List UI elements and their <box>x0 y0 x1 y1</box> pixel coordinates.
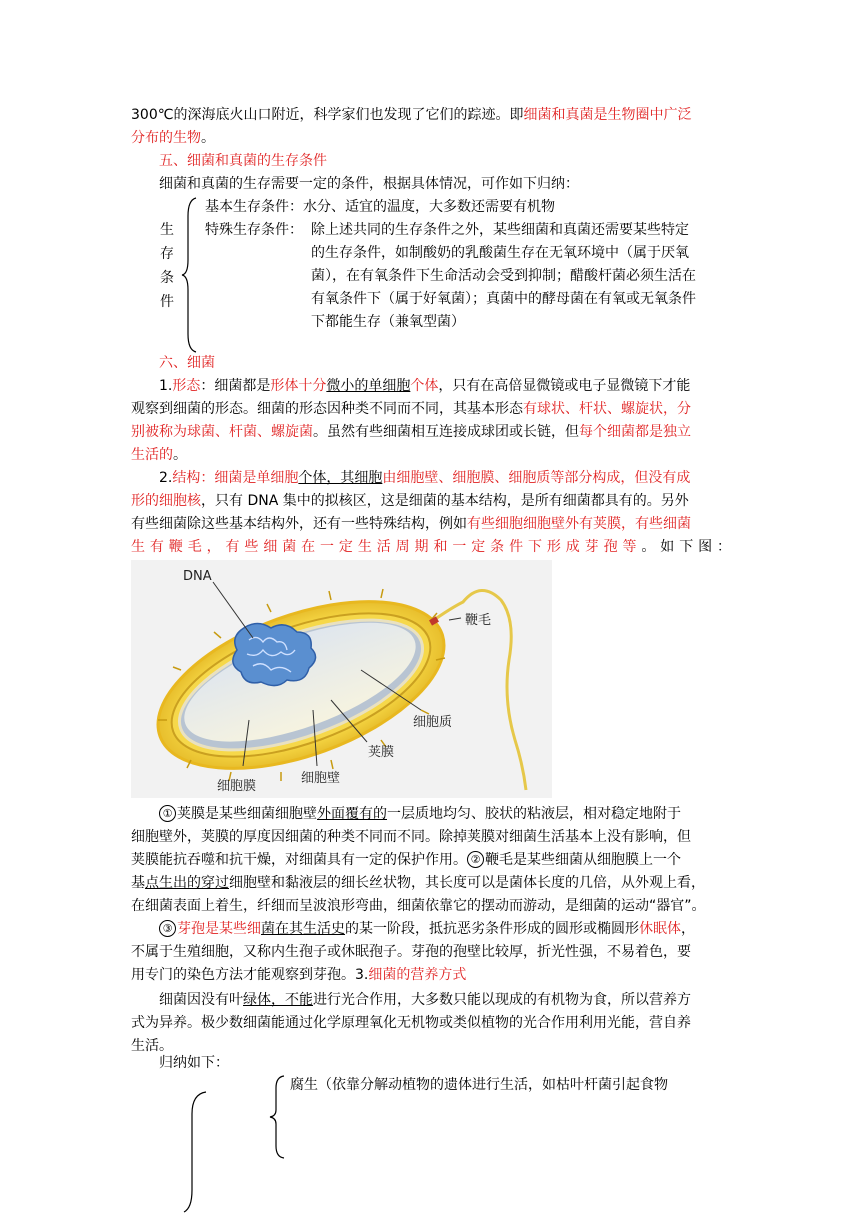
morphology-line: 别被称为球菌、杆菌、螺旋菌。虽然有些细菌相互连接成球团或长链，但每个细菌都是独立 <box>131 424 691 440</box>
spore-paragraph-line: 用专门的染色方法才能观察到芽孢。3.细菌的营养方式 <box>131 967 467 983</box>
paragraph-line: 分布的生物。 <box>131 130 215 146</box>
section-heading-bacteria: 六、细菌 <box>159 355 215 371</box>
circled-number-3: ③ <box>159 920 176 937</box>
special-condition-line: 的生存条件，如制酸奶的乳酸菌生存在无氧环境中（属于厌氧 <box>311 245 689 261</box>
flagellum-paragraph-line: 基点生出的穿过细胞壁和黏液层的细长丝状物，其长度可以是菌体长度的几倍，从外观上看， <box>131 875 705 891</box>
survival-intro: 细菌和真菌的生存需要一定的条件，根据具体情况，可作如下归纳： <box>159 176 579 192</box>
circled-number-1: ① <box>159 805 176 822</box>
capsule-label: 荚膜 <box>368 745 395 760</box>
section-heading-survival: 五、细菌和真菌的生存条件 <box>159 153 327 169</box>
structure-line: 有些细菌除这些基本结构外，还有一些特殊结构，例如有些细胞细胞壁外有荚膜，有些细菌 <box>131 516 691 532</box>
summary-brace-small <box>268 1074 288 1160</box>
special-condition-line: 有氧条件下（属于好氧菌）；真菌中的酵母菌在有氧或无氧条件 <box>311 291 696 307</box>
capsule-paragraph-line: 细胞壁外，荚膜的厚度因细菌的种类不同而不同。除掉荚膜对细菌生活基本上没有影响，但 <box>131 829 691 845</box>
structure-line: 形的细胞核，只有 DNA 集中的拟核区，这是细菌的基本结构，是所有细菌都具有的。另外 <box>131 493 689 509</box>
saprophytic-line: 腐生（依靠分解动植物的遗体进行生活，如枯叶杆菌引起食物 <box>290 1077 668 1093</box>
survival-brace <box>180 196 200 354</box>
capsule-paragraph-line: ① 荚膜是某些细菌细胞壁外面覆有的一层质地均匀、胶状的粘液层，相对稳定地附于 <box>159 803 681 825</box>
dna-label: DNA <box>183 569 212 584</box>
cell-membrane-label: 细胞膜 <box>217 779 257 794</box>
special-condition-line: 菌），在有氧条件下生命活动会受到抑制；醋酸杆菌必须生活在 <box>311 268 696 284</box>
dna-nucleoid <box>233 623 316 685</box>
special-condition-line: 下都能生存（兼氧型菌） <box>311 314 465 330</box>
nutrition-paragraph-line: 式为异养。极少数细菌能通过化学原理氧化无机物或类似植物的光合作用利用光能，营自养 <box>131 1015 691 1031</box>
capsule-paragraph-line: 荚膜能抗吞噬和抗干燥，对细菌具有一定的保护作用。 ② 鞭毛是某些细菌从细胞膜上一个 <box>131 852 681 868</box>
spore-paragraph-line: ③ 芽孢是某些细菌在其生活史的某一阶段，抵抗恶劣条件形成的圆形或椭圆形休眠体， <box>159 918 695 940</box>
structure-line: 2.结构：细菌是单细胞个体，其细胞由细胞壁、细胞膜、细胞质等部分构成，但没有成 <box>159 470 691 486</box>
cytoplasm-label: 细胞质 <box>413 715 453 730</box>
nutrition-paragraph-line: 细菌因没有叶绿体，不能进行光合作用，大多数只能以现成的有机物为食，所以营养方 <box>159 992 691 1008</box>
summary-label: 归纳如下： <box>159 1055 229 1071</box>
bacterium-diagram <box>131 560 552 798</box>
structure-line: 生有鞭毛，有些细菌在一定生活周期和一定条件下形成芽孢等。如下图： <box>131 539 732 555</box>
survival-side-label: 生 存 条 件 <box>160 222 174 310</box>
summary-brace-large <box>180 1090 210 1216</box>
morphology-line: 观察到细菌的形态。细菌的形态因种类不同而不同，其基本形态有球状、杆状、螺旋状，分 <box>131 401 691 417</box>
morphology-line: 生活的。 <box>131 447 187 463</box>
special-condition-line: 除上述共同的生存条件之外，某些细菌和真菌还需要某些特定 <box>311 222 689 238</box>
spore-paragraph-line: 不属于生殖细胞，又称内生孢子或休眠孢子。芽孢的孢壁比较厚，折光性强，不易着色，要 <box>131 944 691 960</box>
cell-wall-label: 细胞壁 <box>301 771 341 786</box>
flagellum-label: 鞭毛 <box>465 613 492 628</box>
morphology-line: 1.形态：细菌都是形体十分微小的单细胞个体，只有在高倍显微镜或电子显微镜下才能 <box>159 378 691 394</box>
nutrition-paragraph-line: 生活。 <box>131 1038 173 1054</box>
basic-condition: 基本生存条件：水分、适宜的温度，大多数还需要有机物 <box>205 199 555 215</box>
flagellum-paragraph-line: 在细菌表面上着生，纤细而呈波浪形弯曲，细菌依靠它的摆动而游动，是细菌的运动“器官”。 <box>131 898 706 914</box>
circled-number-2: ② <box>467 851 484 868</box>
special-condition-label: 特殊生存条件： <box>205 222 303 238</box>
paragraph-line: 300℃的深海底火山口附近，科学家们也发现了它们的踪迹。即细菌和真菌是生物圈中广泛 <box>131 107 692 123</box>
